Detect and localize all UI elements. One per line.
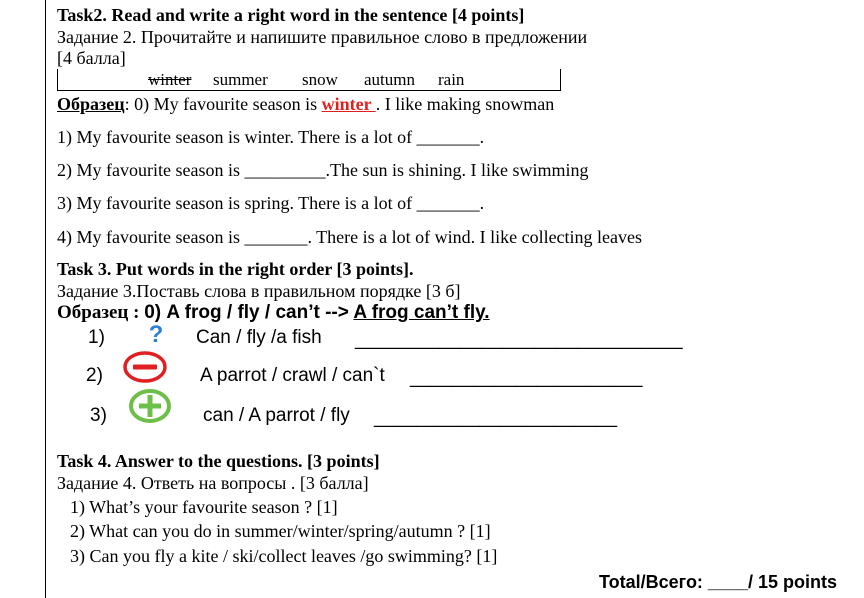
task2-example xyxy=(57,93,554,115)
task4-ru-line: Задание 4. Ответь на вопросы . [3 балла] xyxy=(57,473,369,493)
task3-item-text: A parrot / crawl / can`t xyxy=(200,365,385,386)
task3-item-number: 2) xyxy=(86,365,103,386)
task2-item: 1) My favourite season is winter. There is a lot of _______. xyxy=(57,127,485,147)
task3-item-blank: ______________________ xyxy=(410,367,643,388)
example-before: : 0) My favourite season is xyxy=(124,94,322,114)
task3-item-blank: _______________________ xyxy=(374,407,618,428)
task4-item: 3) Can you fly a kite / ski/collect leaves /go swimming? [1] xyxy=(70,546,498,566)
word-bank-item: snow xyxy=(302,70,338,89)
task3-example-answer: A frog can’t fly. xyxy=(353,302,490,323)
svg-text:?: ? xyxy=(148,322,164,346)
word-bank-item: autumn xyxy=(364,70,415,89)
task3-item-number: 3) xyxy=(90,405,107,426)
word-bank-box xyxy=(57,69,561,91)
task2-ru-line1: Задание 2. Прочитайте и напишите правильное слово в предложении xyxy=(57,27,588,47)
task2-title: Task2. Read and write a right word in the sentence [4 points] xyxy=(57,5,525,25)
plus-circle-icon xyxy=(127,388,173,429)
word-bank-item: summer xyxy=(213,70,268,89)
task3-item-blank: _______________________________ xyxy=(355,329,683,350)
total-score: Total/Всего: ____/ 15 points xyxy=(599,572,837,592)
task4-item: 1) What’s your favourite season ? [1] xyxy=(70,497,338,517)
task3-ru-line: Задание 3.Поставь слова в правильном порядке [3 б] xyxy=(57,281,461,301)
example-answer: winter xyxy=(321,94,376,114)
task3-item-text: Can / fly /a fish xyxy=(196,327,322,348)
task3-item-number: 1) xyxy=(88,327,105,348)
task3-title: Task 3. Put words in the right order [3 points]. xyxy=(57,259,414,279)
task3-item-text: can / A parrot / fly xyxy=(203,405,350,426)
task2-ru-line2: [4 балла] xyxy=(57,48,126,68)
example-label: Образец xyxy=(57,94,125,114)
question-mark-icon xyxy=(141,322,171,351)
word-bank-item: winter xyxy=(148,70,192,89)
task2-item: 2) My favourite season is _________.The sun is shining. I like swimming xyxy=(57,160,589,180)
task4-title: Task 4. Answer to the questions. [3 points] xyxy=(57,451,380,471)
task3-example xyxy=(57,302,490,324)
task3-example-label: Образец : xyxy=(57,302,145,323)
task3-example-before: 0) A frog / fly / can’t --> xyxy=(144,302,354,323)
task2-item: 3) My favourite season is spring. There is a lot of _______. xyxy=(57,193,485,213)
example-after: . I like making snowman xyxy=(375,94,555,114)
minus-circle-icon xyxy=(122,350,168,389)
task2-item: 4) My favourite season is _______. There is a lot of wind. I like collecting leaves xyxy=(57,227,643,247)
word-bank-item: rain xyxy=(438,70,465,89)
left-margin-line xyxy=(45,0,46,598)
task4-item: 2) What can you do in summer/winter/spring/autumn ? [1] xyxy=(70,521,491,541)
